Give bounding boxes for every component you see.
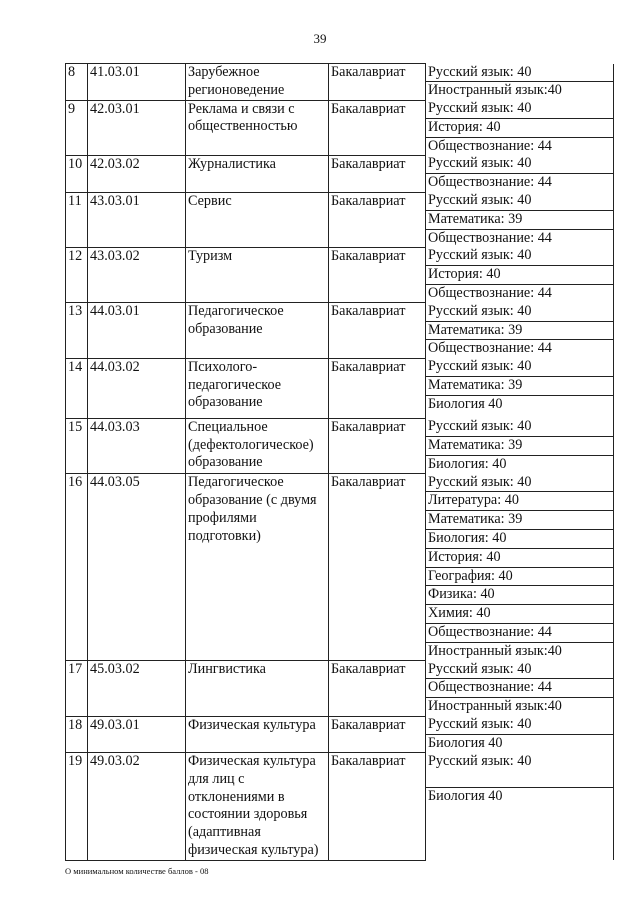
row-number: 8 xyxy=(66,64,88,101)
subject-min-score: Биология: 40 xyxy=(428,455,507,472)
education-level: Бакалавриат xyxy=(329,716,426,753)
education-level: Бакалавриат xyxy=(329,100,426,155)
subject-min-score: Обществознание: 44 xyxy=(428,174,552,191)
program-code: 45.03.02 xyxy=(88,661,186,716)
table-row xyxy=(66,716,614,753)
table-row xyxy=(66,192,614,247)
page-number: 39 xyxy=(313,31,327,46)
subject-min-score: Литература: 40 xyxy=(426,492,613,511)
subject-min-score: География: 40 xyxy=(426,568,613,587)
subjects-cell xyxy=(426,753,614,861)
subject-min-score: Иностранный язык:40 xyxy=(428,82,562,99)
subject-min-score: Русский язык: 40 xyxy=(426,418,613,437)
table-body xyxy=(66,64,614,861)
program-name: Зарубежное регионоведение xyxy=(186,64,329,101)
program-code: 44.03.05 xyxy=(88,474,186,661)
table-row xyxy=(66,247,614,302)
subjects-cell xyxy=(426,474,614,661)
table-row xyxy=(66,64,614,101)
program-code: 42.03.02 xyxy=(88,155,186,192)
program-code: 44.03.01 xyxy=(88,303,186,358)
subject-min-score: Русский язык: 40 xyxy=(426,303,613,322)
education-level: Бакалавриат xyxy=(329,661,426,716)
row-number: 16 xyxy=(66,474,88,661)
program-code: 42.03.01 xyxy=(88,100,186,155)
subjects-cell xyxy=(426,358,614,418)
subject-min-score: История: 40 xyxy=(426,266,613,285)
subjects-list xyxy=(426,303,613,358)
row-number: 13 xyxy=(66,303,88,358)
admission-table xyxy=(65,63,613,861)
program-name: Сервис xyxy=(186,192,329,247)
education-level: Бакалавриат xyxy=(329,303,426,358)
subject-min-score: Обществознание: 44 xyxy=(426,679,613,698)
program-name: Психолого-педагогическое образование xyxy=(186,358,329,418)
education-level: Бакалавриат xyxy=(329,64,426,101)
subject-min-score: История: 40 xyxy=(426,119,613,138)
program-name: Туризм xyxy=(186,247,329,302)
footer-note: О минимальном количестве баллов - 08 xyxy=(65,866,209,876)
program-code: 49.03.02 xyxy=(88,753,186,861)
subjects-cell xyxy=(426,155,614,192)
subject-min-score: Математика: 39 xyxy=(426,511,613,530)
subject-min-score: История: 40 xyxy=(426,549,613,568)
subjects-cell xyxy=(426,100,614,155)
subjects-list xyxy=(426,247,613,302)
subjects-cell xyxy=(426,64,614,101)
row-number: 12 xyxy=(66,247,88,302)
subjects-cell xyxy=(426,303,614,358)
subject-min-score: Биология 40 xyxy=(428,787,503,804)
program-name: Журналистика xyxy=(186,155,329,192)
subjects-list xyxy=(426,753,613,861)
program-name: Реклама и связи с общественностью xyxy=(186,100,329,155)
subject-min-score: Русский язык: 40 xyxy=(426,64,613,83)
subjects-list xyxy=(426,474,613,661)
subject-min-score: Математика: 39 xyxy=(426,437,613,456)
education-level: Бакалавриат xyxy=(329,418,426,473)
education-level: Бакалавриат xyxy=(329,753,426,861)
subject-min-score: Биология 40 xyxy=(428,734,503,751)
subject-min-score: Математика: 39 xyxy=(426,211,613,230)
education-level: Бакалавриат xyxy=(329,474,426,661)
subjects-cell xyxy=(426,661,614,716)
row-number: 9 xyxy=(66,100,88,155)
subject-min-score: Обществознание: 44 xyxy=(426,624,613,643)
program-code: 43.03.02 xyxy=(88,247,186,302)
row-number: 14 xyxy=(66,358,88,418)
table-row xyxy=(66,100,614,155)
program-name: Физическая культура xyxy=(186,716,329,753)
subject-min-score: Биология: 40 xyxy=(426,530,613,549)
subject-min-score: Русский язык: 40 xyxy=(426,247,613,266)
subject-min-score: Математика: 39 xyxy=(426,377,613,396)
subjects-list xyxy=(426,661,613,716)
subject-min-score: Биология 40 xyxy=(428,395,503,412)
row-number: 19 xyxy=(66,753,88,861)
subject-min-score: Химия: 40 xyxy=(426,605,613,624)
education-level: Бакалавриат xyxy=(329,247,426,302)
subject-min-score: Русский язык: 40 xyxy=(426,155,613,174)
table-row xyxy=(66,155,614,192)
subjects-cell xyxy=(426,418,614,473)
table-row xyxy=(66,474,614,661)
subject-min-score: Русский язык: 40 xyxy=(426,358,613,377)
education-level: Бакалавриат xyxy=(329,358,426,418)
subject-min-score: Обществознание: 44 xyxy=(428,285,552,302)
program-name: Специальное (дефектологическое) образование xyxy=(186,418,329,473)
program-code: 44.03.02 xyxy=(88,358,186,418)
row-number: 11 xyxy=(66,192,88,247)
subject-min-score: Русский язык: 40 xyxy=(426,192,613,211)
row-number: 18 xyxy=(66,716,88,753)
subject-min-score: Обществознание: 44 xyxy=(428,137,552,154)
program-name: Педагогическое образование xyxy=(186,303,329,358)
subjects-list xyxy=(426,418,613,473)
table-row xyxy=(66,753,614,861)
program-code: 43.03.01 xyxy=(88,192,186,247)
subjects-list xyxy=(426,155,613,192)
row-number: 15 xyxy=(66,418,88,473)
subjects-list xyxy=(426,358,613,418)
subject-min-score: Русский язык: 40 xyxy=(426,753,613,788)
row-number: 17 xyxy=(66,661,88,716)
subjects-cell xyxy=(426,716,614,753)
program-code: 41.03.01 xyxy=(88,64,186,101)
table-row xyxy=(66,303,614,358)
subject-min-score: Русский язык: 40 xyxy=(426,100,613,119)
subjects-list xyxy=(426,192,613,247)
subjects-cell xyxy=(426,192,614,247)
table-row xyxy=(66,661,614,716)
program-name: Педагогическое образование (с двумя профилями подготовки) xyxy=(186,474,329,661)
subject-min-score: Физика: 40 xyxy=(426,586,613,605)
subjects-cell xyxy=(426,247,614,302)
subject-min-score: Русский язык: 40 xyxy=(426,474,613,493)
subject-min-score: Русский язык: 40 xyxy=(426,716,613,735)
subject-min-score: Обществознание: 44 xyxy=(428,229,552,246)
program-name: Лингвистика xyxy=(186,661,329,716)
program-code: 49.03.01 xyxy=(88,716,186,753)
education-level: Бакалавриат xyxy=(329,192,426,247)
row-number: 10 xyxy=(66,155,88,192)
subject-min-score: Обществознание: 44 xyxy=(428,340,552,357)
subject-min-score: Иностранный язык:40 xyxy=(428,698,562,715)
table-row xyxy=(66,418,614,473)
subjects-list xyxy=(426,100,613,155)
subject-min-score: Иностранный язык:40 xyxy=(428,642,562,659)
education-level: Бакалавриат xyxy=(329,155,426,192)
table-row xyxy=(66,358,614,418)
subjects-list xyxy=(426,716,613,753)
subject-min-score: Математика: 39 xyxy=(426,322,613,341)
subjects-list xyxy=(426,64,613,101)
program-code: 44.03.03 xyxy=(88,418,186,473)
subject-min-score: Русский язык: 40 xyxy=(426,661,613,680)
program-name: Физическая культура для лиц с отклонениями в состоянии здоровья (адаптивная физическая культура) xyxy=(186,753,329,861)
